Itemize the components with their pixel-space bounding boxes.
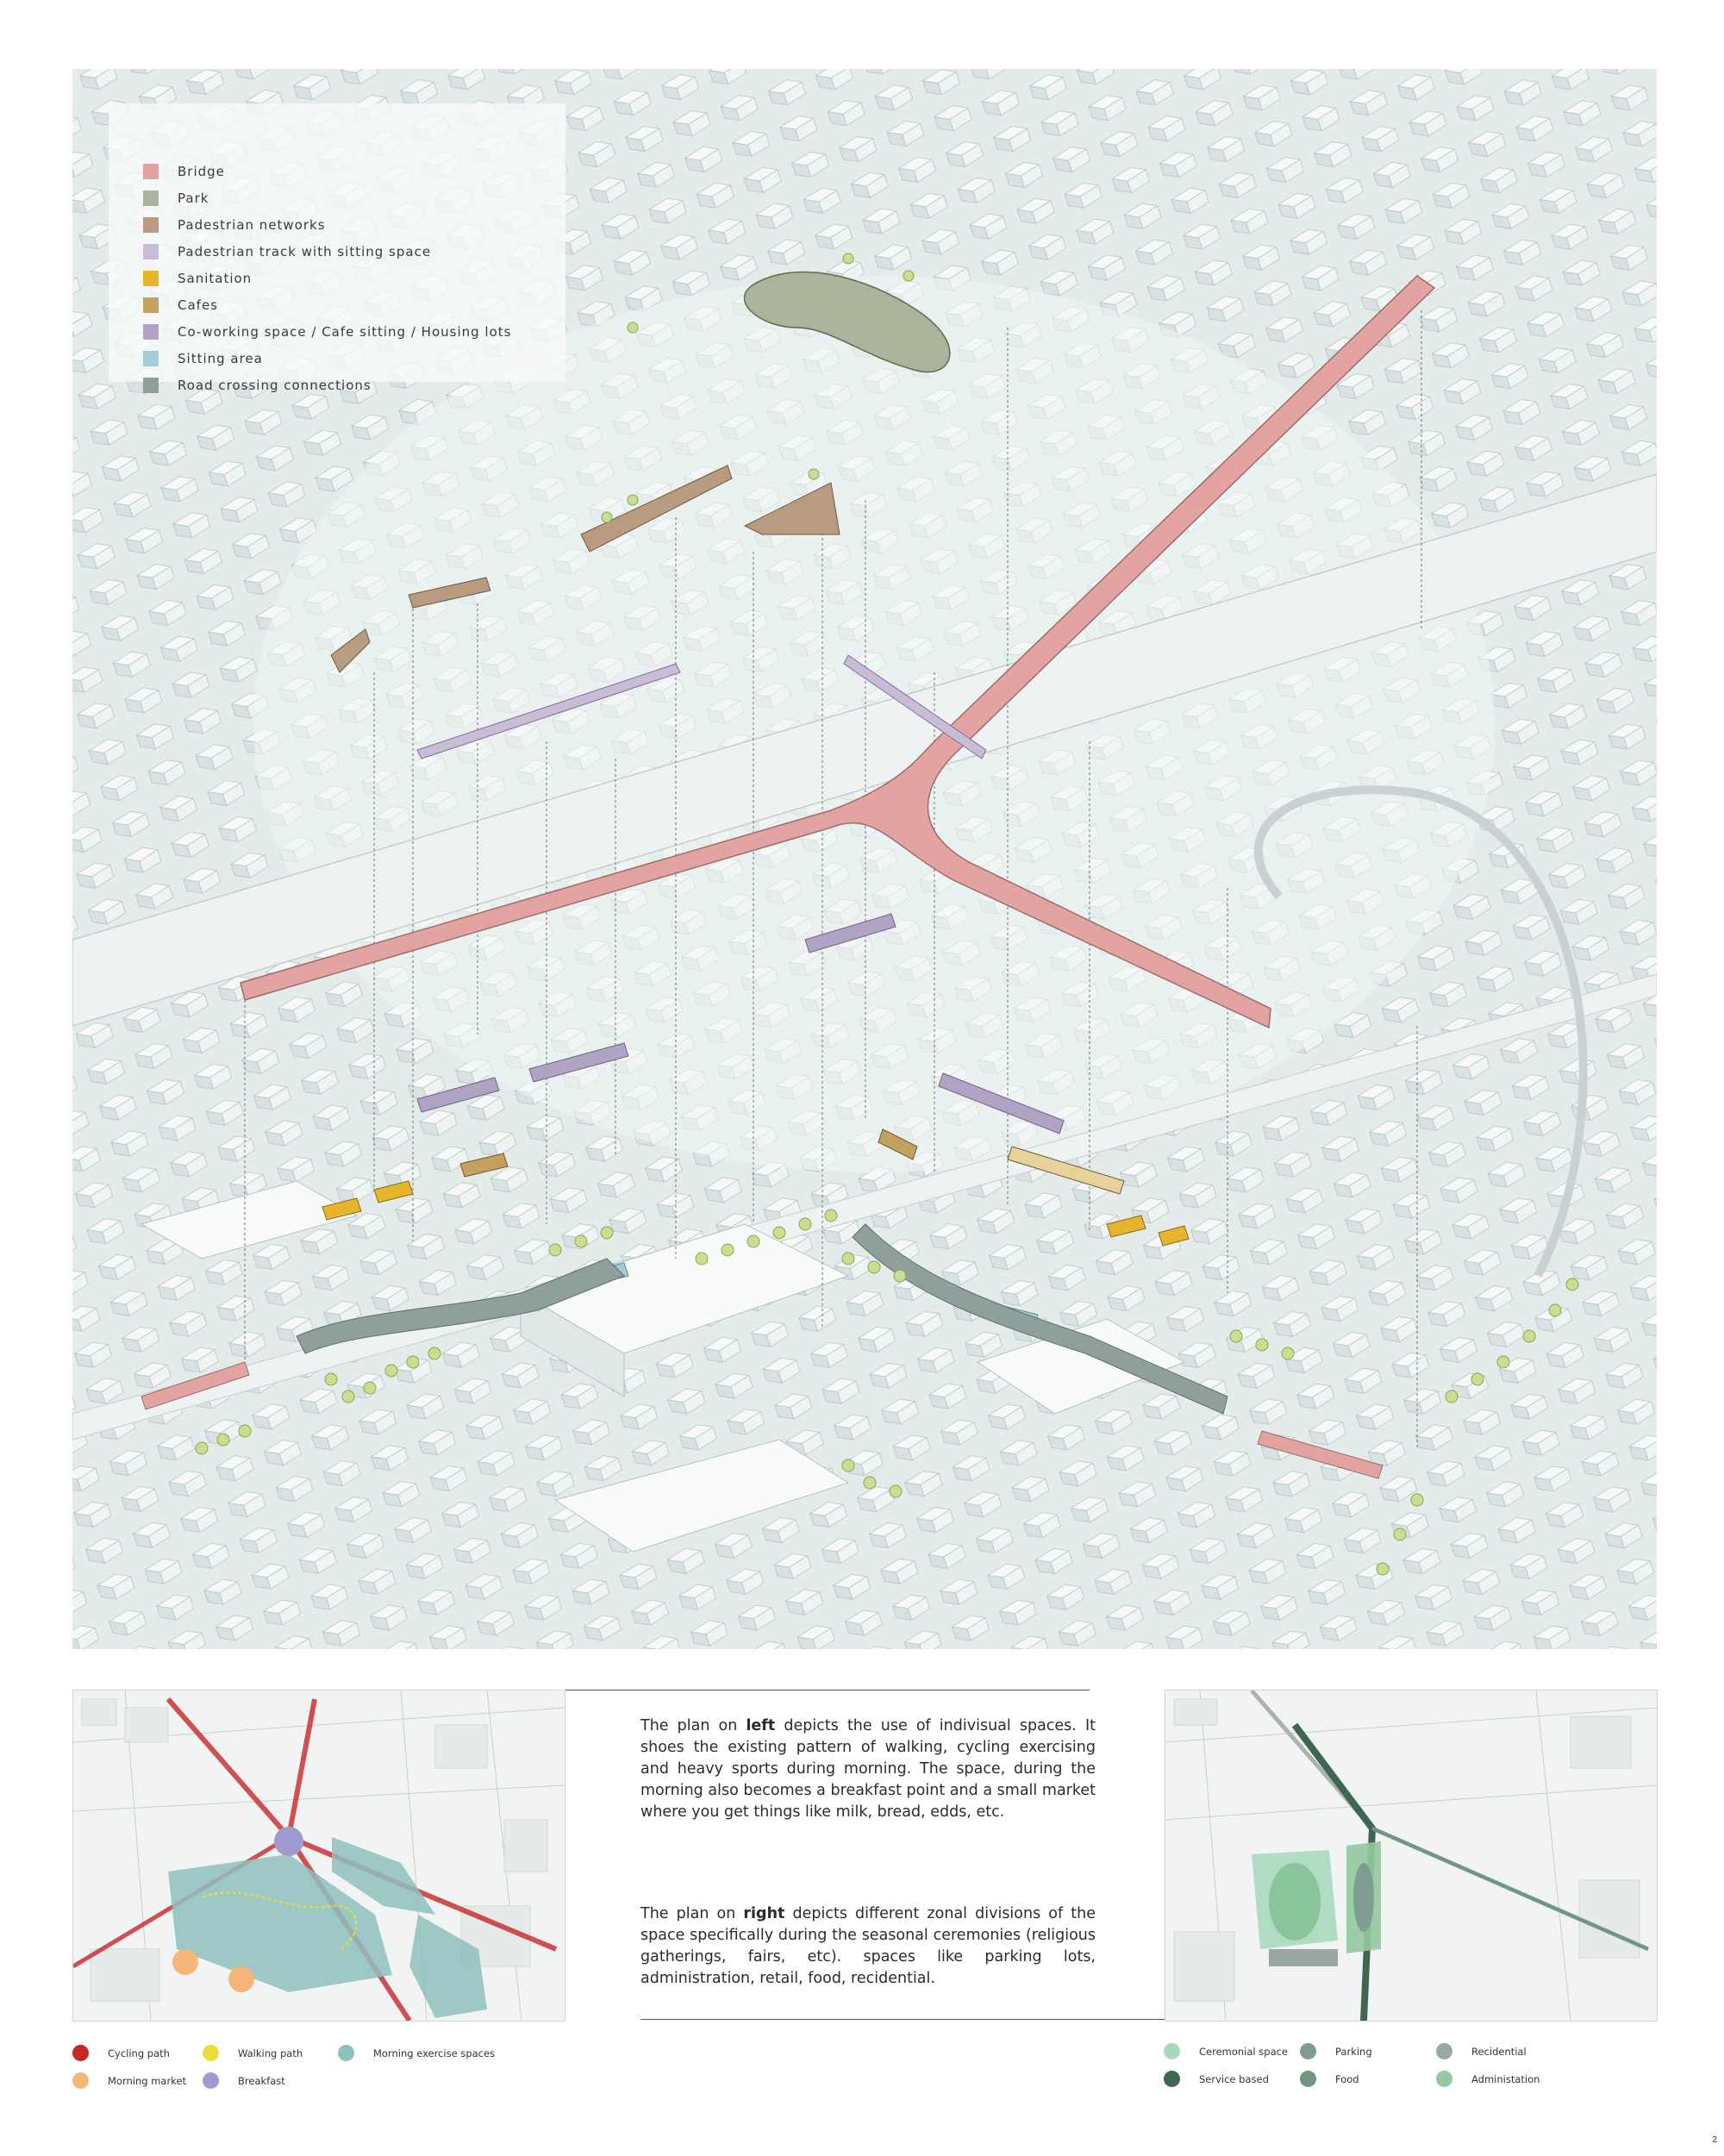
description-text: The plan on <box>640 1717 746 1734</box>
legend-item <box>143 267 252 290</box>
key-item <box>72 2045 170 2061</box>
key-item <box>1300 2071 1359 2087</box>
legend-label: Road crossing connections <box>178 378 372 393</box>
key-item <box>1164 2043 1288 2059</box>
page-number: 2 <box>1712 2135 1717 2145</box>
legend-item <box>143 321 511 343</box>
description-text: The plan on <box>640 1905 744 1922</box>
key-label: Ceremonial space <box>1199 2045 1289 2058</box>
legend-label: Co-working space / Cafe sitting / Housing lots <box>178 324 512 340</box>
legend-item <box>143 160 225 183</box>
exercise-space-dot-icon <box>338 2045 354 2061</box>
left-plan-description <box>640 1715 1096 1823</box>
left-plan-drawing <box>73 1690 565 2021</box>
pedestrian-network-swatch-icon <box>143 217 159 233</box>
key-label: Breakfast <box>238 2074 285 2087</box>
key-label: Walking path <box>238 2047 303 2059</box>
parking-dot-icon <box>1300 2043 1316 2059</box>
sitting-area-swatch-icon <box>143 351 159 366</box>
legend-label: Park <box>178 191 209 206</box>
legend-item <box>143 241 431 263</box>
coworking-swatch-icon <box>143 324 159 340</box>
left-plan-map <box>72 1690 565 2022</box>
pedestrian-track-swatch-icon <box>143 244 159 259</box>
key-item <box>203 2045 303 2061</box>
legend-label: Padestrian networks <box>178 217 326 233</box>
description-emphasis: right <box>743 1905 785 1922</box>
description-text: depicts the use of indivisual spaces. It shoes the existing pattern of walking, cycling exercising and heavy sports during morning. The space, during the morning also becomes a breakfast point and a small market where you get things like milk, bread, edds, etc. <box>640 1717 1096 1821</box>
key-label: Morning market <box>108 2074 187 2087</box>
key-label: Morning exercise spaces <box>373 2047 496 2059</box>
residential-dot-icon <box>1436 2043 1452 2059</box>
key-item <box>1300 2043 1372 2059</box>
walking-path-dot-icon <box>203 2045 219 2061</box>
key-item <box>1436 2071 1540 2087</box>
key-label: Administation <box>1471 2072 1540 2085</box>
legend-label: Sitting area <box>178 351 263 366</box>
road-crossing-swatch-icon <box>143 378 159 393</box>
legend-label: Sanitation <box>178 271 253 286</box>
sanitation-swatch-icon <box>143 271 159 286</box>
key-item <box>72 2072 186 2089</box>
breakfast-dot-icon <box>203 2072 219 2089</box>
key-label: Recidential <box>1471 2045 1527 2058</box>
ceremonial-space-dot-icon <box>1164 2043 1180 2059</box>
key-label: Food <box>1335 2072 1359 2085</box>
cafes-swatch-icon <box>143 297 159 313</box>
right-plan-map <box>1165 1690 1658 2022</box>
description-text: depicts different zonal divisions of the space specifically during the seasonal ceremonies (religious gatherings, fairs, etc). spaces like parking lots, administration, retail, food, recidential. <box>640 1905 1096 1987</box>
key-label: Cycling path <box>108 2047 170 2059</box>
legend-label: Padestrian track with sitting space <box>178 244 432 259</box>
service-based-dot-icon <box>1164 2071 1180 2087</box>
food-dot-icon <box>1300 2071 1316 2087</box>
legend-item <box>143 347 263 370</box>
morning-market-dot-icon <box>72 2072 89 2089</box>
bridge-swatch-icon <box>143 164 159 179</box>
legend-item <box>143 374 372 397</box>
key-item <box>338 2045 495 2061</box>
park-swatch-icon <box>143 191 159 206</box>
axonometric-illustration <box>72 69 1657 1649</box>
legend-item <box>143 294 218 316</box>
key-label: Service based <box>1199 2072 1269 2085</box>
key-item <box>203 2072 285 2089</box>
legend-label: Bridge <box>178 164 225 179</box>
key-label: Parking <box>1335 2045 1372 2058</box>
legend-item <box>143 187 209 209</box>
right-plan-description <box>640 1903 1096 1990</box>
legend-item <box>143 214 326 236</box>
legend-label: Cafes <box>178 297 218 313</box>
description-emphasis: left <box>746 1717 776 1734</box>
key-item <box>1436 2043 1527 2059</box>
cycling-path-dot-icon <box>72 2045 89 2061</box>
right-plan-drawing <box>1165 1690 1657 2021</box>
administration-dot-icon <box>1436 2071 1452 2087</box>
legend-panel <box>109 103 565 393</box>
key-item <box>1164 2071 1269 2087</box>
